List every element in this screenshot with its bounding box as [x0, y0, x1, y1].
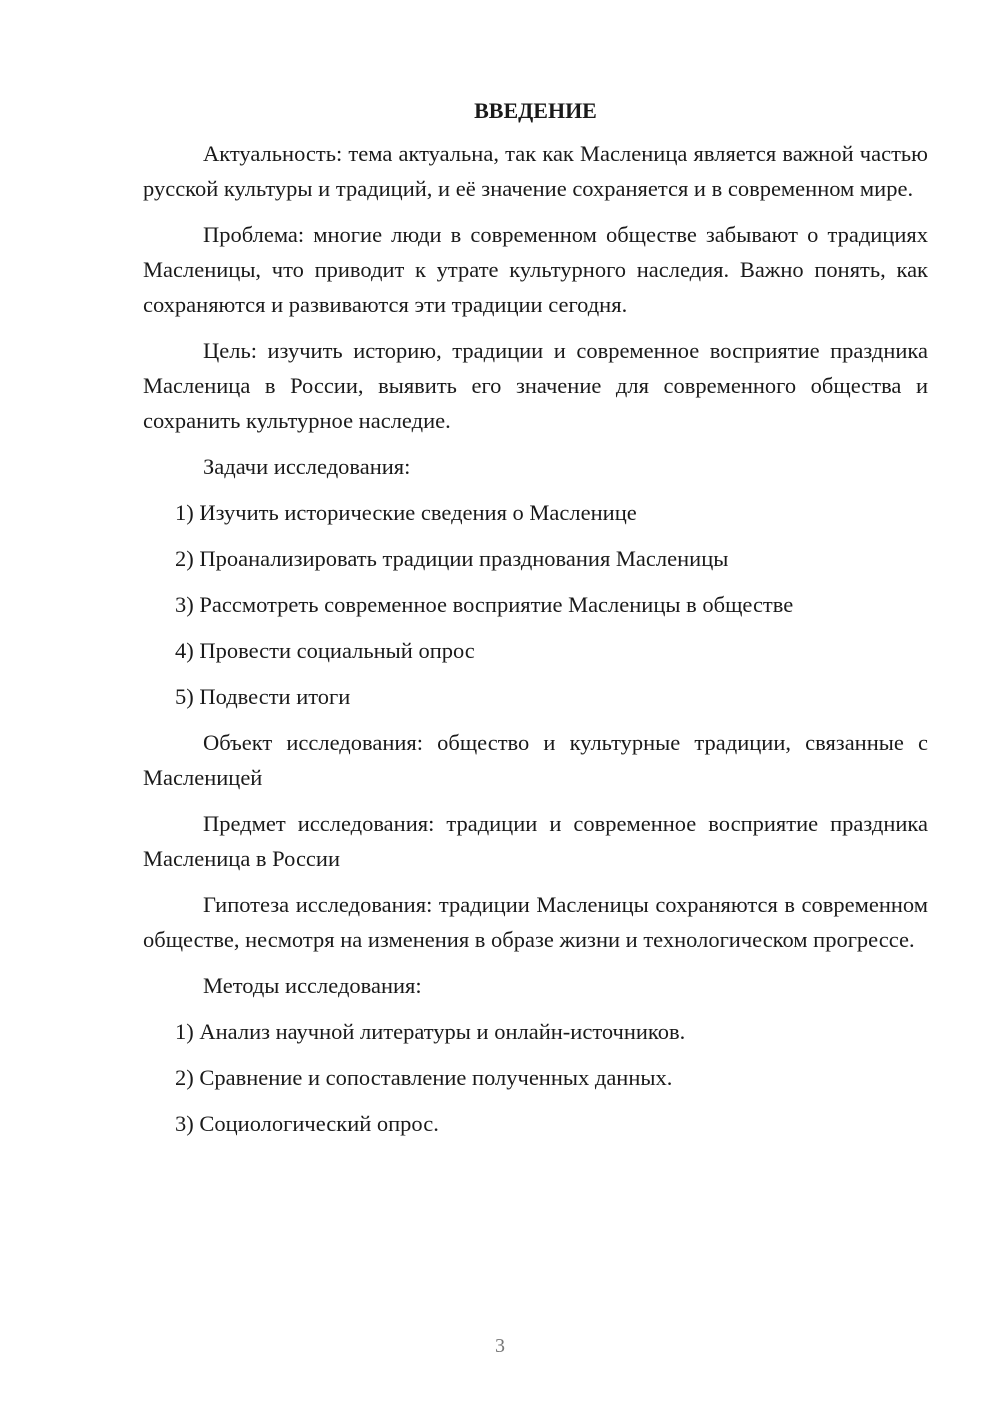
page-number: 3	[495, 1335, 505, 1357]
hypothesis-paragraph: Гипотеза исследования: традиции Масленицы сохраняются в современном обществе, несмотря на изменения в образе жизни и технологическом прогрессе.	[143, 892, 928, 952]
tasks-heading: Задачи исследования:	[203, 454, 411, 479]
subject-paragraph: Предмет исследования: традиции и современное восприятие праздника Масленица в России	[143, 811, 928, 871]
list-item: 5) Подвести итоги	[175, 684, 351, 709]
relevance-paragraph: Актуальность: тема актуальна, так как Масленица является важной частью русской культуры и традиций, и её значение сохраняется и в современном мире.	[143, 141, 928, 201]
list-item: 3) Рассмотреть современное восприятие Масленицы в обществе	[175, 592, 794, 617]
methods-list	[143, 1014, 928, 1141]
tasks-list	[143, 495, 928, 714]
object-paragraph: Объект исследования: общество и культурные традиции, связанные с Масленицей	[143, 730, 928, 790]
list-item: 4) Провести социальный опрос	[175, 638, 475, 663]
document-body	[143, 96, 928, 1152]
problem-paragraph: Проблема: многие люди в современном обществе забывают о традициях Масленицы, что приводит к утрате культурного наследия. Важно понять, как сохраняются и развиваются эти традиции сегодня.	[143, 222, 928, 317]
list-item: 2) Сравнение и сопоставление полученных данных.	[175, 1065, 673, 1090]
list-item: 2) Проанализировать традиции празднования Масленицы	[175, 546, 729, 571]
list-item: 1) Анализ научной литературы и онлайн-источников.	[175, 1019, 686, 1044]
list-item: 3) Социологический опрос.	[175, 1111, 439, 1136]
methods-heading: Методы исследования:	[203, 973, 422, 998]
list-item: 1) Изучить исторические сведения о Масленице	[175, 500, 637, 525]
goal-paragraph: Цель: изучить историю, традиции и современное восприятие праздника Масленица в России, выявить его значение для современного общества и сохранить культурное наследие.	[143, 338, 928, 433]
page-title: ВВЕДЕНИЕ	[474, 98, 597, 123]
